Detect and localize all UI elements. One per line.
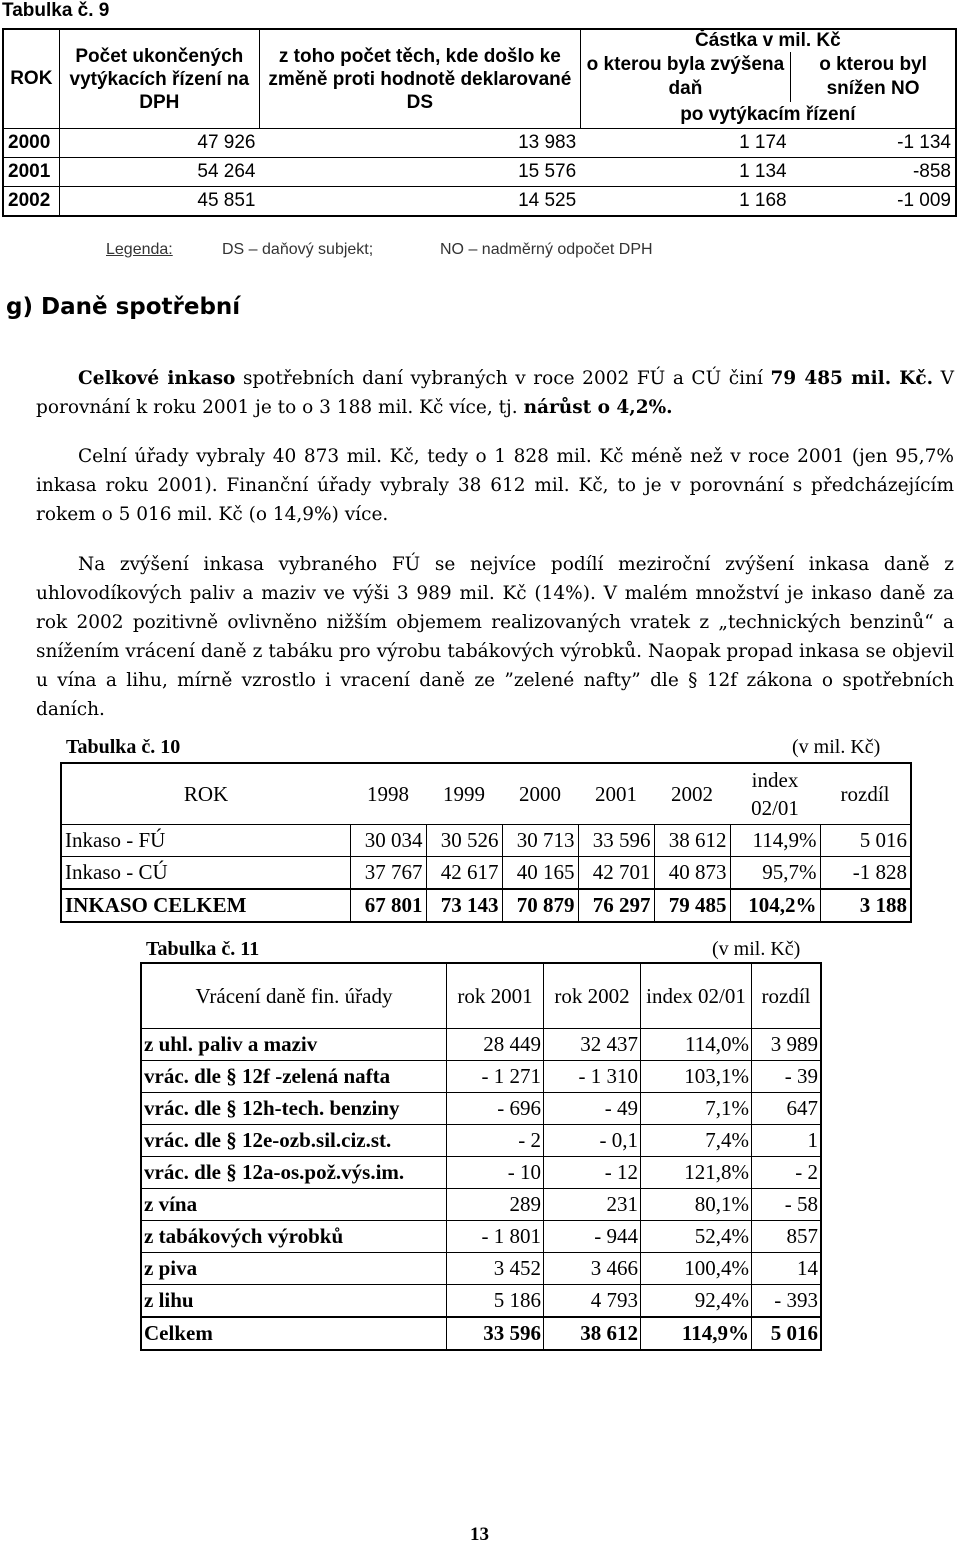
cell: 33 596 [447, 1317, 544, 1350]
page-number: 13 [470, 1524, 489, 1545]
table9-caption: Tabulka č. 9 [2, 0, 110, 21]
cell: 14 [752, 1253, 822, 1285]
cell: -1 828 [820, 857, 911, 890]
t11-header-2001: rok 2001 [447, 963, 544, 1029]
cell: - 49 [544, 1093, 641, 1125]
table-row [141, 1253, 821, 1285]
cell: - 12 [544, 1157, 641, 1189]
cell: 37 767 [350, 857, 426, 890]
table11-unit: (v mil. Kč) [712, 938, 801, 960]
p1-bold-a: Celkové inkaso [78, 368, 236, 389]
table-row [3, 129, 956, 158]
cell: 5 186 [447, 1285, 544, 1318]
table-10 [60, 762, 912, 923]
table11-caption: Tabulka č. 11 [146, 938, 260, 960]
cell: 32 437 [544, 1029, 641, 1061]
table-row [3, 187, 956, 217]
paragraph-2: Celní úřady vybraly 40 873 mil. Kč, tedy o 1 828 mil. Kč méně než v roce 2001 (jen 95,7% inkasa roku 2001). Finanční úřady vybraly 38 612 mil. Kč, to je v porovnání s předcházejícím rokem o 5 016 mil. Kč (o 14,9%) více. [36, 446, 954, 525]
cell: - 2 [752, 1157, 822, 1189]
cell: 857 [752, 1221, 822, 1253]
table-11 [140, 962, 822, 1351]
table-row [141, 1061, 821, 1093]
legend-no: NO – nadměrný odpočet DPH [440, 241, 653, 258]
year-cell: 2001 [3, 158, 59, 187]
row-label: z piva [141, 1253, 447, 1285]
changed-cell: 13 983 [260, 129, 581, 158]
table-row [141, 1093, 821, 1125]
t10-header-2002: 2002 [671, 781, 713, 806]
table-row [141, 1157, 821, 1189]
row-label: vrác. dle § 12e-ozb.sil.ciz.st. [141, 1125, 447, 1157]
t10-header-1999: 1999 [443, 781, 485, 806]
cell: - 944 [544, 1221, 641, 1253]
increase-cell: 1 168 [580, 187, 790, 217]
table-row [61, 857, 911, 890]
table-row [61, 825, 911, 857]
table-row-total [141, 1317, 821, 1350]
header-rok: ROK [10, 68, 53, 89]
row-label: Inkaso - CÚ [61, 857, 350, 890]
row-label: z uhl. paliv a maziv [141, 1029, 447, 1061]
p1-text-b: spotřebních daní vybraných v roce 2002 FÚ a CÚ činí [235, 368, 771, 389]
cell: 52,4% [641, 1221, 752, 1253]
cell: - 39 [752, 1061, 822, 1093]
cell: 95,7% [730, 857, 820, 890]
cell: 28 449 [447, 1029, 544, 1061]
row-label: z lihu [141, 1285, 447, 1318]
t11-header-label: Vrácení daně fin. úřady [141, 963, 447, 1029]
changed-cell: 15 576 [260, 158, 581, 187]
header-after: po vytýkacím řízení [580, 102, 956, 128]
cell: 70 879 [502, 889, 578, 922]
count-cell: 47 926 [59, 129, 259, 158]
cell: 73 143 [426, 889, 502, 922]
cell: - 58 [752, 1189, 822, 1221]
header-count: Počet ukončených vytýkacích řízení na DPH [59, 29, 259, 129]
cell: - 393 [752, 1285, 822, 1318]
cell: 38 612 [544, 1317, 641, 1350]
header-increased: o kterou byla zvýšena daň [580, 52, 790, 102]
year-cell: 2002 [3, 187, 59, 217]
t10-header-rok: ROK [183, 781, 229, 806]
cell: 7,1% [641, 1093, 752, 1125]
cell: 231 [544, 1189, 641, 1221]
cell: 4 793 [544, 1285, 641, 1318]
t10-header-index: index 02/01 [751, 768, 799, 820]
cell: 3 466 [544, 1253, 641, 1285]
cell: 3 188 [820, 889, 911, 922]
p1-bold-e: nárůst o 4,2%. [523, 397, 673, 418]
cell: - 1 310 [544, 1061, 641, 1093]
cell: 40 873 [654, 857, 730, 890]
t11-header-diff: rozdíl [752, 963, 822, 1029]
cell: - 1 271 [447, 1061, 544, 1093]
cell: - 696 [447, 1093, 544, 1125]
cell: 92,4% [641, 1285, 752, 1318]
cell: 5 016 [752, 1317, 822, 1350]
t10-header-diff: rozdíl [840, 781, 890, 806]
table11-header-row [141, 963, 821, 1029]
table-row [141, 1125, 821, 1157]
table-row-total [61, 889, 911, 922]
decrease-cell: -1 009 [791, 187, 956, 217]
increase-cell: 1 134 [580, 158, 790, 187]
cell: 114,9% [730, 825, 820, 857]
year-cell: 2000 [3, 129, 59, 158]
cell: 38 612 [654, 825, 730, 857]
paragraph-3: Na zvýšení inkasa vybraného FÚ se nejvíce podílí meziroční zvýšení inkasa daně z uhlovodíkových paliv a maziv ve výši 3 989 mil. Kč (14%). V malém množství je inkaso daně za rok 2002 pozitivně ovlivněno nižším objemem realizovaných vratek z „technických benzinů“ a snížením vrácení daně z tabáku pro výrobu tabákových výrobků. Naopak propad inkasa se objevil u vína a lihu, mírně vzrostlo i vracení daně ze ”zelené nafty” dle § 12f zákona o spotřebních daních. [36, 554, 954, 720]
cell: 100,4% [641, 1253, 752, 1285]
increase-cell: 1 174 [580, 129, 790, 158]
cell: 42 701 [578, 857, 654, 890]
decrease-cell: -858 [791, 158, 956, 187]
table-row [141, 1285, 821, 1318]
cell: - 0,1 [544, 1125, 641, 1157]
count-cell: 45 851 [59, 187, 259, 217]
p1-text-d: V porovnání k roku 2001 je to o 3 188 mil. Kč více, tj. [36, 368, 954, 418]
table-row [141, 1221, 821, 1253]
cell: 67 801 [350, 889, 426, 922]
cell: 5 016 [820, 825, 911, 857]
cell: 79 485 [654, 889, 730, 922]
cell: - 1 801 [447, 1221, 544, 1253]
cell: 30 526 [426, 825, 502, 857]
count-cell: 54 264 [59, 158, 259, 187]
cell: 40 165 [502, 857, 578, 890]
t10-header-1998: 1998 [367, 781, 409, 806]
row-label: z vína [141, 1189, 447, 1221]
row-label: Celkem [141, 1317, 447, 1350]
t11-header-index: index 02/01 [641, 963, 752, 1029]
header-changed: z toho počet těch, kde došlo ke změně proti hodnotě deklarované DS [260, 29, 581, 129]
t11-header-2002: rok 2002 [544, 963, 641, 1029]
cell: 114,0% [641, 1029, 752, 1061]
legend-label: Legenda: [106, 241, 173, 258]
cell: 3 989 [752, 1029, 822, 1061]
cell: 3 452 [447, 1253, 544, 1285]
cell: 104,2% [730, 889, 820, 922]
cell: 289 [447, 1189, 544, 1221]
row-label: vrác. dle § 12a-os.pož.výs.im. [141, 1157, 447, 1189]
cell: 7,4% [641, 1125, 752, 1157]
cell: 103,1% [641, 1061, 752, 1093]
cell: 30 713 [502, 825, 578, 857]
paragraph-1 [36, 364, 954, 422]
cell: 76 297 [578, 889, 654, 922]
legend-ds: DS – daňový subjekt; [222, 241, 374, 258]
t10-header-2001: 2001 [595, 781, 637, 806]
cell: 1 [752, 1125, 822, 1157]
cell: 80,1% [641, 1189, 752, 1221]
t10-header-2000: 2000 [519, 781, 561, 806]
cell: 33 596 [578, 825, 654, 857]
table10-unit: (v mil. Kč) [792, 736, 881, 758]
cell: 42 617 [426, 857, 502, 890]
cell: 30 034 [350, 825, 426, 857]
table-row [141, 1029, 821, 1061]
cell: 647 [752, 1093, 822, 1125]
cell: 114,9% [641, 1317, 752, 1350]
row-label: Inkaso - FÚ [61, 825, 350, 857]
table10-header-row [61, 763, 911, 825]
table-9 [2, 28, 957, 217]
cell: - 10 [447, 1157, 544, 1189]
row-label: z tabákových výrobků [141, 1221, 447, 1253]
table-row [141, 1189, 821, 1221]
row-label: vrác. dle § 12f -zelená nafta [141, 1061, 447, 1093]
p1-bold-c: 79 485 mil. Kč. [770, 368, 934, 389]
header-decreased: o kterou byl snížen NO [791, 52, 956, 102]
changed-cell: 14 525 [260, 187, 581, 217]
table10-caption: Tabulka č. 10 [66, 736, 181, 758]
table-row [3, 158, 956, 187]
row-label: vrác. dle § 12h-tech. benziny [141, 1093, 447, 1125]
row-label: INKASO CELKEM [61, 889, 350, 922]
cell: - 2 [447, 1125, 544, 1157]
header-amount: Částka v mil. Kč [580, 29, 956, 52]
section-heading: g) Daně spotřební [6, 294, 241, 320]
cell: 121,8% [641, 1157, 752, 1189]
decrease-cell: -1 134 [791, 129, 956, 158]
